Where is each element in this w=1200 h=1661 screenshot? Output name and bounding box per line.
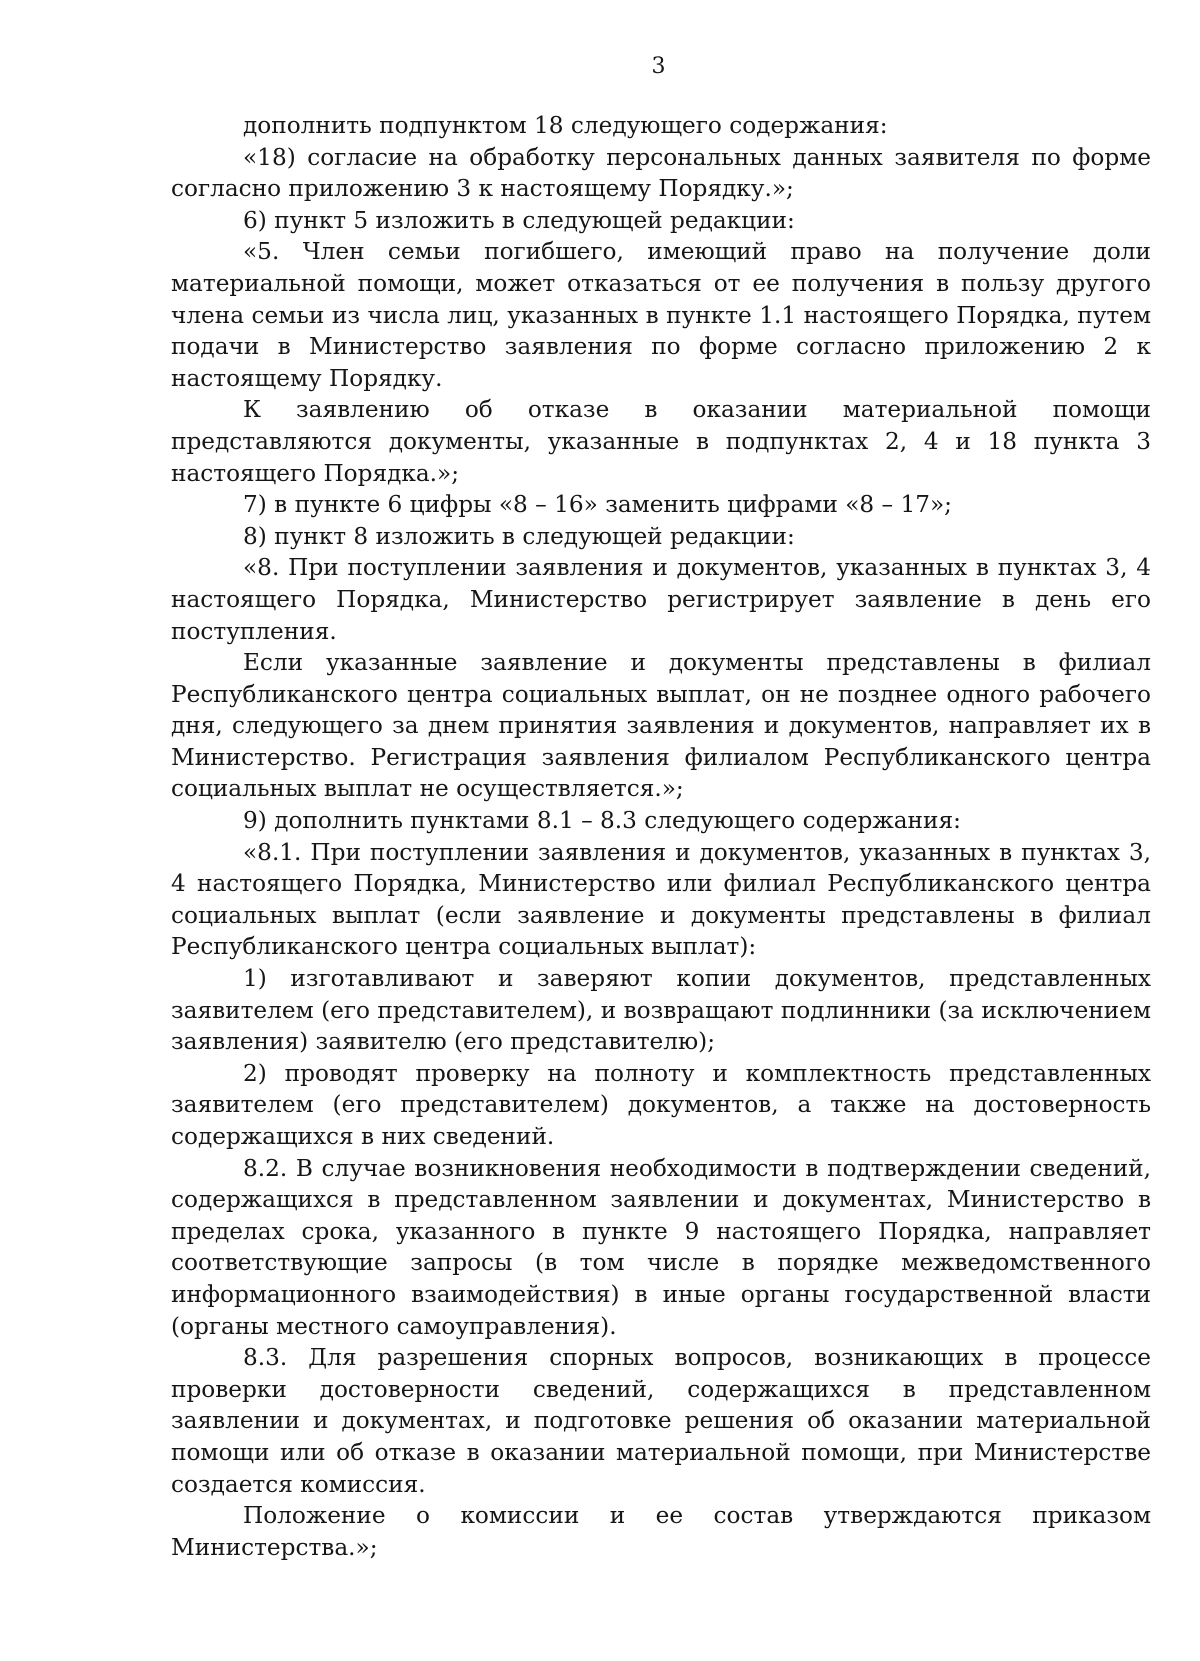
paragraph: 1) изготавливают и заверяют копии документов, представленных заявителем (его представителем), и возвращают подлинники (за исключением заявления) заявителю (его представителю); (171, 965, 1151, 1056)
paragraph: 8.2. В случае возникновения необходимости в подтверждении сведений, содержащихся в представленном заявлении и документах, Министерство в пределах срока, указанного в пункте 9 настоящего Порядка, направляет соответствующие запросы (в том числе в порядке межведомственного информационного взаимодействия) в иные органы государственной власти (органы местного самоуправления). (171, 1154, 1151, 1340)
page-number: 3 (651, 54, 666, 79)
paragraph: «5. Член семьи погибшего, имеющий право на получение доли материальной помощи, может отказаться от ее получения в пользу другого члена семьи из числа лиц, указанных в пункте 1.1 настоящего Порядка, путем подачи в Министерство заявления по форме согласно приложению 2 к настоящему Порядку. (171, 238, 1151, 392)
paragraph: «8.1. При поступлении заявления и документов, указанных в пунктах 3, 4 настоящего Порядка, Министерство или филиал Республиканского центра социальных выплат (если заявление и документы представлены в филиал Республиканского центра социальных выплат): (171, 838, 1151, 961)
paragraph: «18) согласие на обработку персональных данных заявителя по форме согласно приложению 3 к настоящему Порядку.»; (171, 143, 1151, 203)
paragraph: 7) в пункте 6 цифры «8 – 16» заменить цифрами «8 – 17»; (243, 491, 952, 519)
paragraph: 8) пункт 8 изложить в следующей редакции: (243, 522, 795, 550)
paragraph: К заявлению об отказе в оказании материальной помощи представляются документы, указанные в подпунктах 2, 4 и 18 пункта 3 настоящего Порядка.»; (171, 396, 1151, 487)
paragraph: 8.3. Для разрешения спорных вопросов, возникающих в процессе проверки достоверности сведений, содержащихся в представленном заявлении и документах, и подготовке решения об оказании материальной помощи или об отказе в оказании материальной помощи, при Министерстве создается комиссия. (171, 1344, 1151, 1498)
paragraph: Положение о комиссии и ее состав утверждаются приказом Министерства.»; (171, 1502, 1151, 1561)
paragraph: 2) проводят проверку на полноту и комплектность представленных заявителем (его представителем) документов, а также на достоверность содержащихся в них сведений. (171, 1059, 1151, 1150)
paragraph: «8. При поступлении заявления и документов, указанных в пунктах 3, 4 настоящего Порядка, Министерство регистрирует заявление в день его поступления. (171, 554, 1151, 645)
paragraph: Если указанные заявление и документы представлены в филиал Республиканского центра социальных выплат, он не позднее одного рабочего дня, следующего за днем принятия заявления и документов, направляет их в Министерство. Регистрация заявления филиалом Республиканского центра социальных выплат не осуществляется.»; (171, 649, 1151, 803)
paragraph: 9) дополнить пунктами 8.1 – 8.3 следующего содержания: (243, 807, 961, 835)
paragraph: дополнить подпунктом 18 следующего содержания: (243, 112, 888, 139)
document-body (171, 110, 1151, 1563)
paragraph: 6) пункт 5 изложить в следующей редакции: (243, 206, 795, 234)
